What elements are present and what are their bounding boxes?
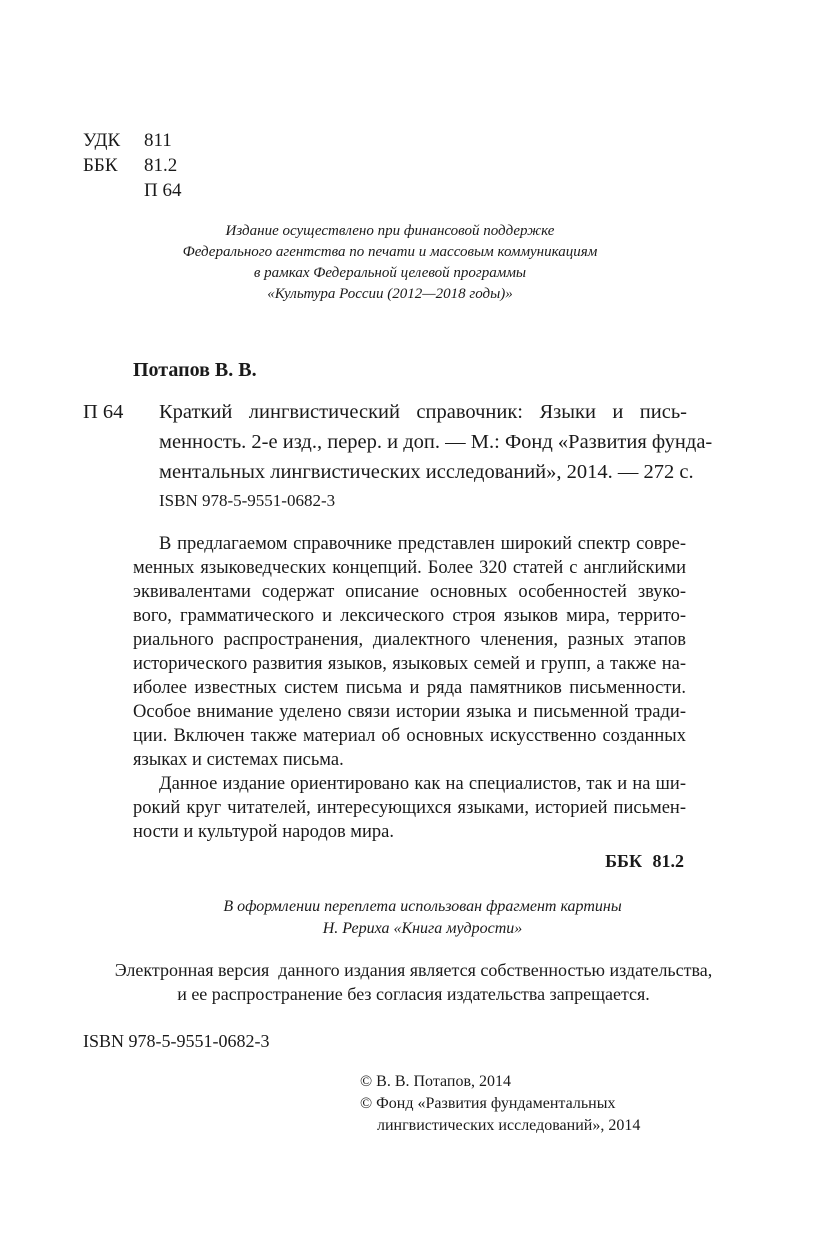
cover-note-line: Н. Рериха «Книга мудрости» (322, 920, 523, 937)
isbn-top: ISBN 978-5-9551-0682-3 (159, 491, 336, 510)
copyright-line: лингвистических исследований», 2014 (377, 1117, 641, 1134)
abstract-line: вого, грамматического и лексического строя языков мира, террито- (133, 606, 686, 626)
support-note-line: «Культура России (2012—2018 годы)» (267, 286, 513, 302)
abstract-line: ции. Включен также материал об основных искусственно созданных (133, 726, 686, 746)
audience-line: Данное издание ориентировано как на специалистов, так и на ши- (159, 774, 686, 794)
audience-line: ности и культурой народов мира. (133, 822, 394, 842)
abstract-line: риального распространения, диалектного членения, разных этапов (133, 630, 686, 650)
copyright-line: © В. В. Потапов, 2014 (360, 1073, 512, 1090)
udk-value: 811 (144, 130, 172, 151)
audience-line: рокий круг читателей, интересующихся языками, историей письмен- (133, 798, 686, 818)
support-note-line: в рамках Федеральной целевой программы (253, 265, 527, 281)
abstract-line: исторического развития языков, языковых семей и групп, а также на- (133, 654, 686, 674)
cover-note (170, 896, 675, 940)
rights-note (40, 958, 787, 1006)
author-mark: П 64 (83, 401, 124, 423)
abstract (133, 532, 686, 844)
author-mark-top: П 64 (144, 180, 182, 201)
author-name: Потапов В. В. (133, 359, 257, 381)
bbk-value: 81.2 (144, 155, 178, 176)
support-note (130, 221, 650, 305)
cover-note-line: В оформлении переплета использован фрагмент картины (223, 898, 622, 915)
abstract-line: иболее известных систем письма и ряда памятников письменности. (133, 678, 686, 698)
bbk-bottom: ББК 81.2 (605, 851, 684, 871)
bbk-code: ББК (83, 155, 118, 176)
abstract-line: менных языковедческих концепций. Более 320 статей с английскими (133, 558, 686, 578)
rights-note-line: и ее распространение без согласия издательства запрещается. (177, 984, 650, 1004)
title-line: Краткий лингвистический справочник: Языки и пись- (159, 401, 687, 423)
title-line: ментальных лингвистических исследований», 2014. — 272 с. (159, 461, 694, 483)
abstract-line: Особое внимание уделено связи истории языка и письменной тради- (133, 702, 686, 722)
copyright (360, 1071, 640, 1137)
abstract-line: В предлагаемом справочнике представлен широкий спектр совре- (159, 534, 686, 554)
support-note-line: Федерального агентства по печати и массовым коммуникациям (182, 244, 598, 260)
rights-note-line: Электронная версия данного издания является собственностью издательства, (114, 960, 713, 980)
isbn-bottom: ISBN 978-5-9551-0682-3 (83, 1031, 270, 1051)
udk-code: УДК (83, 130, 121, 151)
copyright-line: © Фонд «Развития фундаментальных (360, 1095, 616, 1112)
title-line: менность. 2-е изд., перер. и доп. — М.: Фонд «Развития фунда- (159, 431, 713, 453)
abstract-line: языках и системах письма. (133, 750, 344, 770)
support-note-line: Издание осуществлено при финансовой поддержке (225, 223, 555, 239)
abstract-line: эквивалентами содержат описание основных особенностей звуко- (133, 582, 686, 602)
book-title (159, 397, 713, 487)
